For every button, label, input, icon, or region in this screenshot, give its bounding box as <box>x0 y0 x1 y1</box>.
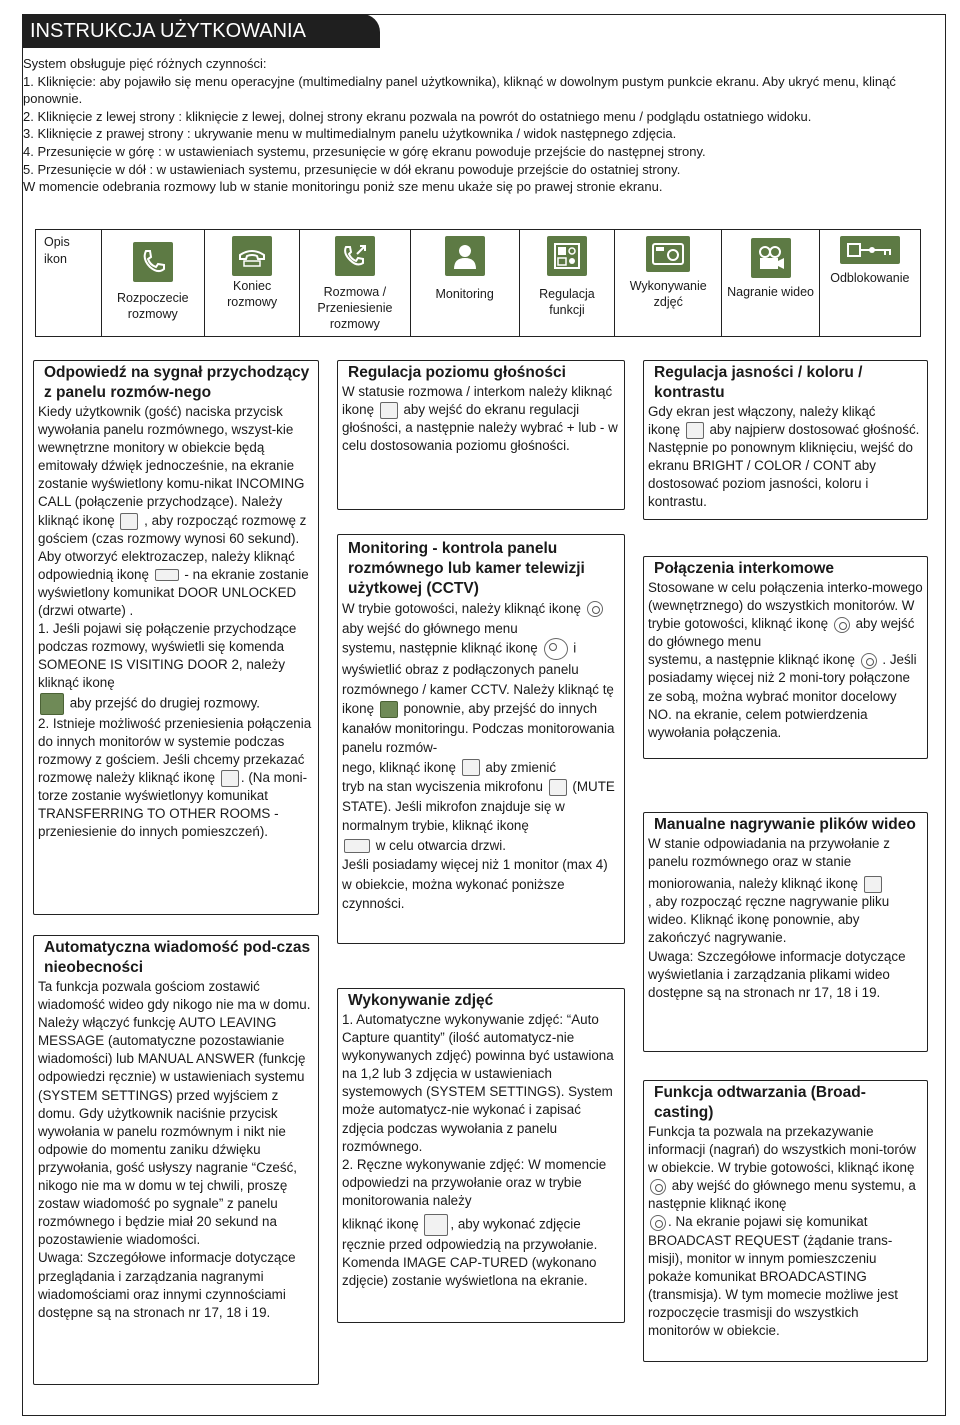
section-text: Kiedy użytkownik (gość) naciska przycisk wywołania panelu rozmównego, wszyst-kie wewnętrzne monitory w obiekcie będą emitowały dźwięk jednocześnie, na ekranie zostanie wyświetlony komu-nikat INCOMING CALL (połączenie przychodzące). Należy kliknąć ikonę , aby rozpocząć rozmowę z gościem (czas rozmowy wynosi 60 sekund). Aby otworzyć elektrozaczep, należy kliknąć odpowiednią ikonę - na ekranie zostanie wyświetlony komunikat DOOR UNLOCKED (drzwi otwarte) . 1. Jeśli pojawi się połączenie przychodzące podczas rozmowy, wyświetli się komenda SOMEONE IS VISITING DOOR 2, należy kliknąć ikonę aby przejść do drugiej rozmowy. 2. Istnieje możliwość przeniesienia połączenia do innych monitorów w systemie podczas rozmowy z gościem. Jeśli chcemy przekazać rozmowę należy kliknąć ikonę . (Na moni-torze zostanie wyświetlonyy komunikat TRANSFERRING TO OTHER ROOMS - przeniesienie do innych pomieszczeń). <box>38 404 312 840</box>
call-transfer-icon <box>221 770 239 787</box>
section-title: Funkcja odtwarzania (Broad-casting) <box>654 1084 866 1121</box>
icon-legend-header-label: Opis ikon <box>44 235 70 266</box>
icon-legend-item <box>205 230 300 336</box>
icon-label: Koniec rozmowy <box>227 279 278 309</box>
section-text: 1. Automatyczne wykonywanie zdjęć: “Auto Capture quantity” (ilość automatycz-nie wykonywanych zdjęć) powinna być ustawiona na 1,2 lub 3 zdjęcia w ustawieniach systemowych (SYSTEM SETTINGS). System może automatycz-nie wykonać i zapisać zdjęcia podczas wywołania z panelu rozmównego. 2. Ręczne wykonywanie zdjęć: W momencie odpowiedzi na przywołanie oraz w trybie monitorowania należy kliknąć ikonę , aby wykonać zdjęcie ręcznie przed odpowiedzią na przywołanie. Komenda IMAGE CAP-TURED (wykonano zdjęcie) zostanie wyświetlona na ekranie. <box>342 1012 614 1289</box>
section-text: W trybie gotowości, należy kliknąć ikonę aby wejść do głównego menu systemu, następnie kliknąć ikonę i wyświetlić obraz z podłączonych panelu rozmównego / kamer CCTV. Należy kliknąć tę ikonę ponownie, aby przejść do innych kanałów monitoringu. Podczas monitorowania panelu rozmów- nego, kliknąć ikonę aby zmienić tryb na stan wyciszenia mikrofonu (MUTE STATE). Jeśli mikrofon znajduje się w normalnym trybie, kliknąć ikonę w celu otwarcia drzwi. Jeśli posiadamy więcej niż 1 monitor (max 4) w obiekcie, można wykonać poniższe czynności. <box>342 601 615 911</box>
key-icon <box>155 569 179 581</box>
intercom-section <box>643 556 928 759</box>
icon-legend-item <box>411 230 520 336</box>
section-title: Automatyczna wiadomość pod-czas nieobecności <box>44 939 311 976</box>
icon-legend-item <box>102 230 205 336</box>
icon-label: Regulacja funkcji <box>539 287 595 317</box>
intro-line: 2. Kliknięcie z lewej strony : kliknięcie z lewej, dolnej strony ekranu pozwala na powrót do ostatniego menu / podglądu ostatniego widoku. <box>23 108 812 124</box>
icon-legend-item <box>615 230 722 336</box>
intercom-icon <box>861 653 877 669</box>
icon-label: Odblokowanie <box>830 271 910 285</box>
hang-up-icon <box>232 236 272 276</box>
section-title: Regulacja jasności / koloru / kontrastu <box>654 364 863 401</box>
monitoring-section <box>337 534 625 944</box>
key-icon <box>344 839 370 853</box>
intro-line: System obsługuje pięć różnych czynności: <box>23 56 267 71</box>
home-icon <box>587 601 603 617</box>
person-icon <box>380 701 398 718</box>
intro-line: 5. Przesunięcie w dół : w ustawieniach systemu, przesunięcie w dół ekranu powoduje przejście do ostatniej strony. <box>23 161 681 177</box>
camera-icon <box>424 1214 448 1236</box>
section-text: Stosowane w celu połączenia interko-mowego (wewnętrznego) do wszystkich monitorów. W trybie gotowości, kliknąć ikonę aby wejść do głównego menu systemu, a następnie kliknąć ikonę . Jeśli posiadamy więcej niż 2 moni-tory połączone ze sobą, można wybrać monitor docelowy NO. na ekranie, celem potwierdzenia wywołania połączenia. <box>648 580 923 740</box>
video-camera-icon <box>751 238 791 278</box>
video-recording-section <box>643 812 928 1052</box>
icon-label: Nagranie wideo <box>727 285 814 299</box>
phone-icon <box>133 242 173 282</box>
icon-label: Rozmowa / Przeniesienie rozmowy <box>317 285 393 331</box>
call-transfer-icon <box>335 236 375 276</box>
section-text: W stanie odpowiadania na przywołanie z panelu rozmównego oraz w stanie moniorowania, należy kliknąć ikonę , aby rozpocząć ręczne nagrywanie pliku wideo. Kliknąć ikonę ponownie, aby zakończyć nagrywanie. Uwaga: Szczegółowe informacje dotyczące wyświetlania i zarządzania plikami wideo dostępne są na stronach nr 17, 18 i 19. <box>648 836 906 1000</box>
intro-line: 3. Kliknięcie z prawej strony : ukrywanie menu w multimedialnym panelu użytkownika / widok następnego zdjęcia. <box>23 126 677 142</box>
icon-legend-table <box>35 229 921 337</box>
person-icon <box>445 236 485 276</box>
intro-line: 1. Kliknięcie: aby pojawiło się menu operacyjne (multimedialny panel użytkownika), kliknąć w dowolnym pustym punkcie ekranu. Aby ukryć menu, klinąć ponownie. <box>23 73 896 107</box>
section-title: Połączenia interkomowe <box>654 560 835 577</box>
section-text: Gdy ekran jest włączony, należy klikąć ikonę aby najpierw dostosować głośność. Następnie po ponownym kliknięciu, wejść do ekranu BRIGHT / COLOR / CONT aby dostosować poziom jasności, koloru i kontrastu. <box>648 404 920 510</box>
settings-panel-icon <box>380 402 398 419</box>
home-icon <box>650 1179 666 1195</box>
icon-label: Rozpoczecie rozmowy <box>117 291 189 321</box>
broadcast-section <box>643 1080 928 1362</box>
broadcast-icon <box>650 1215 666 1231</box>
auto-message-section <box>33 935 319 1385</box>
monitoring-icon <box>544 638 568 660</box>
person-icon <box>40 693 64 715</box>
icon-label: Wykonywanie zdjęć <box>629 279 707 309</box>
volume-section <box>337 360 625 510</box>
icon-legend-item <box>722 230 819 336</box>
settings-panel-icon <box>686 422 704 439</box>
section-title: Manualne nagrywanie plików wideo <box>654 816 916 833</box>
section-title: Regulacja poziomu głośności <box>348 364 566 381</box>
section-title: Wykonywanie zdjęć <box>348 992 494 1009</box>
section-title: Odpowiedź na sygnał przychodzący z panelu rozmów-nego <box>44 364 310 401</box>
section-text: Funkcja ta pozwala na przekazywanie informacji (nagrań) do wszystkich moni-torów w obiekcie. W trybie gotowości, kliknąć ikonę aby wejść do głównego menu systemu, a następnie kliknąć ikonę . Na ekranie pojawi się komunikat BROADCAST REQUEST (żądanie trans-misji), monitor w innym pomieszczeniu pokaże komunikat BROADCASTING (transmisja). W tym momecie możliwe jest rozpoczęcie trasmisji do wszystkich monitorów w obiekcie. <box>648 1124 916 1339</box>
section-text: W statusie rozmowa / interkom należy kliknąć ikonę aby wejść do ekranu regulacji głośności, a następnie należy wybrać + lub - w celu dostosowania poziomu głośności. <box>342 384 618 454</box>
icon-legend-item <box>820 230 920 336</box>
icon-legend-item <box>520 230 615 336</box>
page-title: INSTRUKCJA UŻYTKOWANIA <box>22 14 380 48</box>
microphone-icon <box>462 759 480 776</box>
video-camera-icon <box>864 876 882 893</box>
camera-icon <box>646 236 690 272</box>
brightness-section <box>643 360 928 520</box>
microphone-mute-icon <box>549 779 567 796</box>
intro-line: W momencie odebrania rozmowy lub w stanie monitoringu poniż sze menu ukaże się po prawej stronie ekranu. <box>23 179 663 195</box>
photos-section <box>337 988 625 1323</box>
intro-line: 4. Przesunięcie w górę : w ustawieniach systemu, przesunięcie w górę ekranu powoduje przejście do następnej strony. <box>23 143 706 159</box>
key-icon <box>840 236 900 264</box>
icon-legend-header <box>36 230 102 336</box>
icon-legend-item <box>300 230 410 336</box>
intro-text <box>23 55 923 196</box>
section-title: Monitoring - kontrola panelu rozmównego lub kamer telewizji użytkowej (CCTV) <box>348 540 585 597</box>
section-text: Ta funkcja pozwala gościom zostawić wiadomość wideo gdy nikogo nie ma w domu. Należy włączyć funkcję AUTO LEAVING MESSAGE (automatyczne pozostawianie wiadomości) lub MANUAL ANSWER (funkcję odpowiedzi ręcznie) w ustawieniach systemu (SYSTEM SETTINGS) przed wyjściem z domu. Gdy użytkownik naciśnie przycisk wywołania w panelu rozmównym i nikt nie odpowie do momentu zaniku dźwięku przywołania, gość usłyszy nagranie “Cześć, nikogo nie ma w domu w tej chwili, proszę zostaw wiadomość po sygnale” z panelu rozmównego i będzie miał 20 sekund na pozostawienie wiadomości. Uwaga: Szczegółowe informacje dotyczące przeglądania i zarządzania nagranymi wiadomościami oraz innymi czynnościami dostępne są na stronach nr 17, 18 i 19. <box>38 979 311 1320</box>
incoming-call-section <box>33 360 319 915</box>
settings-panel-icon <box>547 236 587 276</box>
phone-icon <box>120 513 138 530</box>
icon-label: Monitoring <box>435 287 494 301</box>
home-icon <box>834 617 850 633</box>
